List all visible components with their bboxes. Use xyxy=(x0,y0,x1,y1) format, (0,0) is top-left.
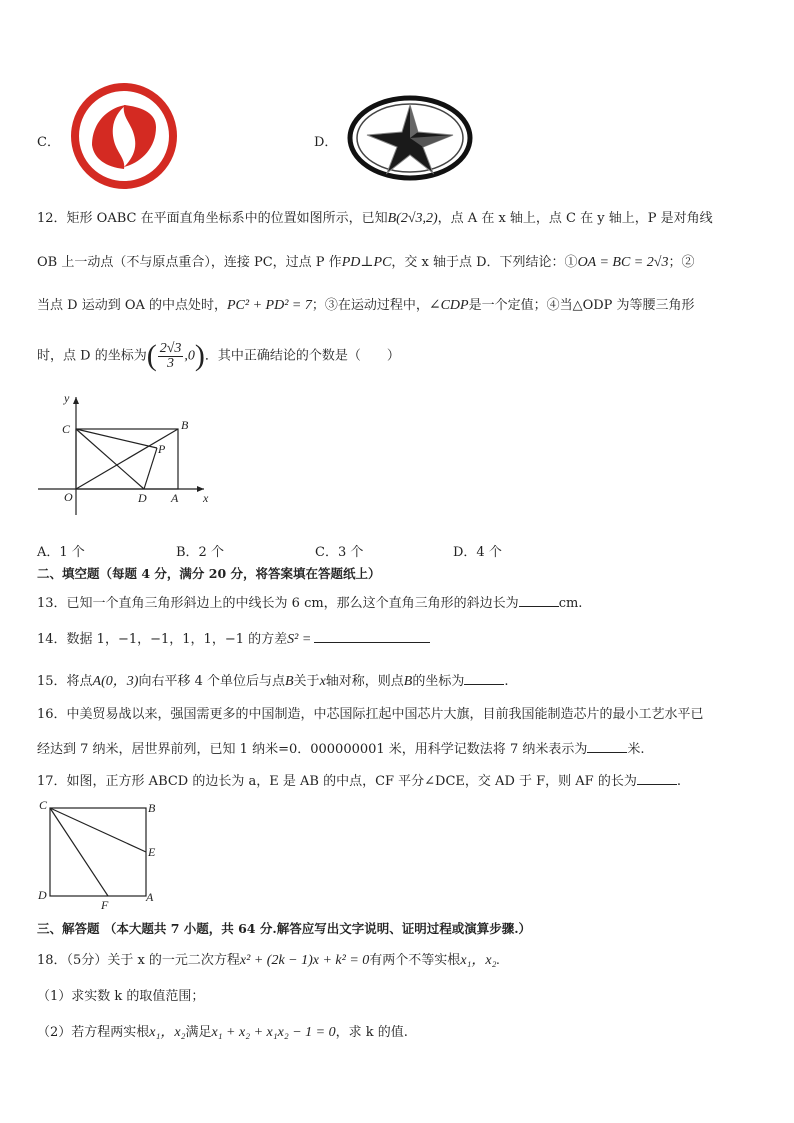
q15-math-point-a: A(0，3) xyxy=(92,674,139,689)
q12-text-4b: ．其中正确结论的个数是（ ） xyxy=(204,348,400,364)
q12-text-3a: 当点 D 运动到 OA 的中点处时， xyxy=(37,298,227,313)
q17-text: 17．如图，正方形 ABCD 的边长为 a，E 是 AB 的中点，CF 平分∠DCE，交 AD 于 F，则 AF 的长为 xyxy=(37,774,637,789)
q17-period: . xyxy=(676,774,681,789)
q16-line1: 16．中美贸易战以来，强国需更多的中国制造，中芯国际扛起中国芯片大旗，目前我国能制造芯片的最小工艺水平已 xyxy=(37,707,704,722)
section-3-heading: 三、解答题 （本大题共 7 小题，共 64 分.解答应写出文字说明、证明过程或演算步骤.） xyxy=(37,921,532,936)
q17-line xyxy=(37,770,681,791)
q12-math-oa-bc: OA = BC = 2√3 xyxy=(577,255,669,270)
fig-label-x: x xyxy=(203,491,209,505)
q18-line1 xyxy=(37,952,500,970)
q12-option-d: D．4 个 xyxy=(453,545,502,560)
fig-label-a: A xyxy=(171,491,179,505)
q13-answer-blank[interactable] xyxy=(519,592,559,607)
fig-label-y: y xyxy=(64,391,70,405)
fig-label-o: O xyxy=(64,490,73,504)
q12-figure xyxy=(34,393,219,515)
star-ellipse-logo-icon xyxy=(347,95,473,181)
q13 xyxy=(37,592,582,613)
q12-line4: 时，点 D 的坐标为( $\frac{2√3}{3}$ ,0)．其中正确结论的个数是（ ） xyxy=(37,339,400,372)
q12-fraction: $\frac{2√3}{3}$ xyxy=(159,340,182,371)
q12-math-b-point: B(2√3,2) xyxy=(387,211,438,226)
q18-part2-text-a: （2）若方程两实根 xyxy=(37,1025,150,1040)
q12-option-b: B．2 个 xyxy=(176,545,224,560)
q12-text-2a: OB 上一动点（不与原点重合），连接 PC，过点 P 作 xyxy=(37,255,342,270)
q15-text-b: 向右平移 4 个单位后与点 xyxy=(138,674,285,689)
q15-text-f: . xyxy=(504,674,509,689)
q12-line3 xyxy=(37,297,695,315)
q15-math-x: x xyxy=(319,674,326,689)
q12-math-perp: PD⊥PC xyxy=(341,255,392,270)
q12-math-angle-cdp: ∠CDP xyxy=(428,298,469,313)
option-c-logo xyxy=(70,83,178,189)
q12-text-3b: ；③在运动过程中， xyxy=(311,298,429,313)
q12-math-pc-pd: PC² + PD² = 7 xyxy=(227,298,312,313)
q17-answer-blank[interactable] xyxy=(637,770,677,785)
fig17-label-d: D xyxy=(38,888,47,902)
q18-part2-text-b: 满足 xyxy=(185,1025,212,1040)
q13-text: 13．已知一个直角三角形斜边上的中线长为 6 cm，那么这个直角三角形的斜边长为 xyxy=(37,596,519,611)
q18-part1: （1）求实数 k 的取值范围； xyxy=(37,989,205,1004)
q13-unit: cm. xyxy=(558,596,583,611)
fig-label-b: B xyxy=(181,418,189,432)
red-circle-logo-icon xyxy=(70,83,178,189)
q15-math-b1: B xyxy=(284,674,294,689)
fig17-label-c: C xyxy=(39,798,48,812)
q15-math-b2: B xyxy=(403,674,413,689)
q18-math-roots: x₁，x₂. xyxy=(460,953,500,968)
fig17-label-f: F xyxy=(101,898,109,912)
q12-line2 xyxy=(37,254,694,272)
option-d-logo xyxy=(347,95,473,181)
fig-label-p: P xyxy=(158,442,166,456)
fig-label-d: D xyxy=(138,491,147,505)
q15-text-d: 轴对称，则点 xyxy=(325,674,404,689)
q16-answer-blank[interactable] xyxy=(587,738,627,753)
fig17-label-b: B xyxy=(148,801,156,815)
q16-text-2a: 经达到 7 纳米，居世界前列，已知 1 纳米=0．000000001 米，用科学记数法将 7 纳米表示为 xyxy=(37,742,588,757)
q15 xyxy=(37,670,509,691)
q14 xyxy=(37,628,430,649)
q15-text-e: 的坐标为 xyxy=(412,674,465,689)
option-c-label: C． xyxy=(37,135,60,150)
q12-text-2b: ，交 x 轴于点 D．下列结论：① xyxy=(391,255,578,270)
q14-math-variance: S² = xyxy=(287,632,312,647)
q18-math-equation: x² + (2k − 1)x + k² = 0 xyxy=(239,953,370,968)
q17-figure xyxy=(34,798,164,914)
q18-part2 xyxy=(37,1024,408,1042)
q12-text-4a: 时，点 D 的坐标为 xyxy=(37,348,147,364)
q12-coord-tail: ,0 xyxy=(184,348,195,364)
fig17-label-a: A xyxy=(146,890,154,904)
q12-option-c: C．3 个 xyxy=(315,545,364,560)
q12-text-3c: 是一个定值；④当△ODP 为等腰三角形 xyxy=(468,298,695,313)
q14-text: 14．数据 1，−1，−1，1，1，−1 的方差 xyxy=(37,632,288,647)
q18-text-b: 有两个不等实根 xyxy=(369,953,461,968)
q15-text-c: 关于 xyxy=(293,674,320,689)
fig17-label-e: E xyxy=(148,845,156,859)
q18-text-a: 18．（5分）关于 x 的一元二次方程 xyxy=(37,953,240,968)
q12-option-a: A．1 个 xyxy=(37,545,85,560)
q15-answer-blank[interactable] xyxy=(464,670,504,685)
q16-line2 xyxy=(37,738,644,759)
option-d-label: D． xyxy=(314,135,338,150)
q18-part2-text-c: ，求 k 的值. xyxy=(335,1025,408,1040)
fig-label-c: C xyxy=(62,422,71,436)
q16-text-2b: 米. xyxy=(627,742,645,757)
q18-part2-math-condition: x₁ + x₂ + x₁x₂ − 1 = 0 xyxy=(211,1025,336,1040)
section-2-heading: 二、填空题（每题 4 分，满分 20 分，将答案填在答题纸上） xyxy=(37,566,381,581)
q14-answer-blank[interactable] xyxy=(314,628,430,643)
q15-text-a: 15．将点 xyxy=(37,674,93,689)
q12-line1 xyxy=(37,210,713,228)
q18-part2-math-roots: x₁，x₂ xyxy=(149,1025,186,1040)
q12-text-2c: ；② xyxy=(668,255,695,270)
q12-text-1a: 12．矩形 OABC 在平面直角坐标系中的位置如图所示，已知 xyxy=(37,211,388,226)
q12-text-1b: ，点 A 在 x 轴上，点 C 在 y 轴上，P 是对角线 xyxy=(437,211,713,226)
